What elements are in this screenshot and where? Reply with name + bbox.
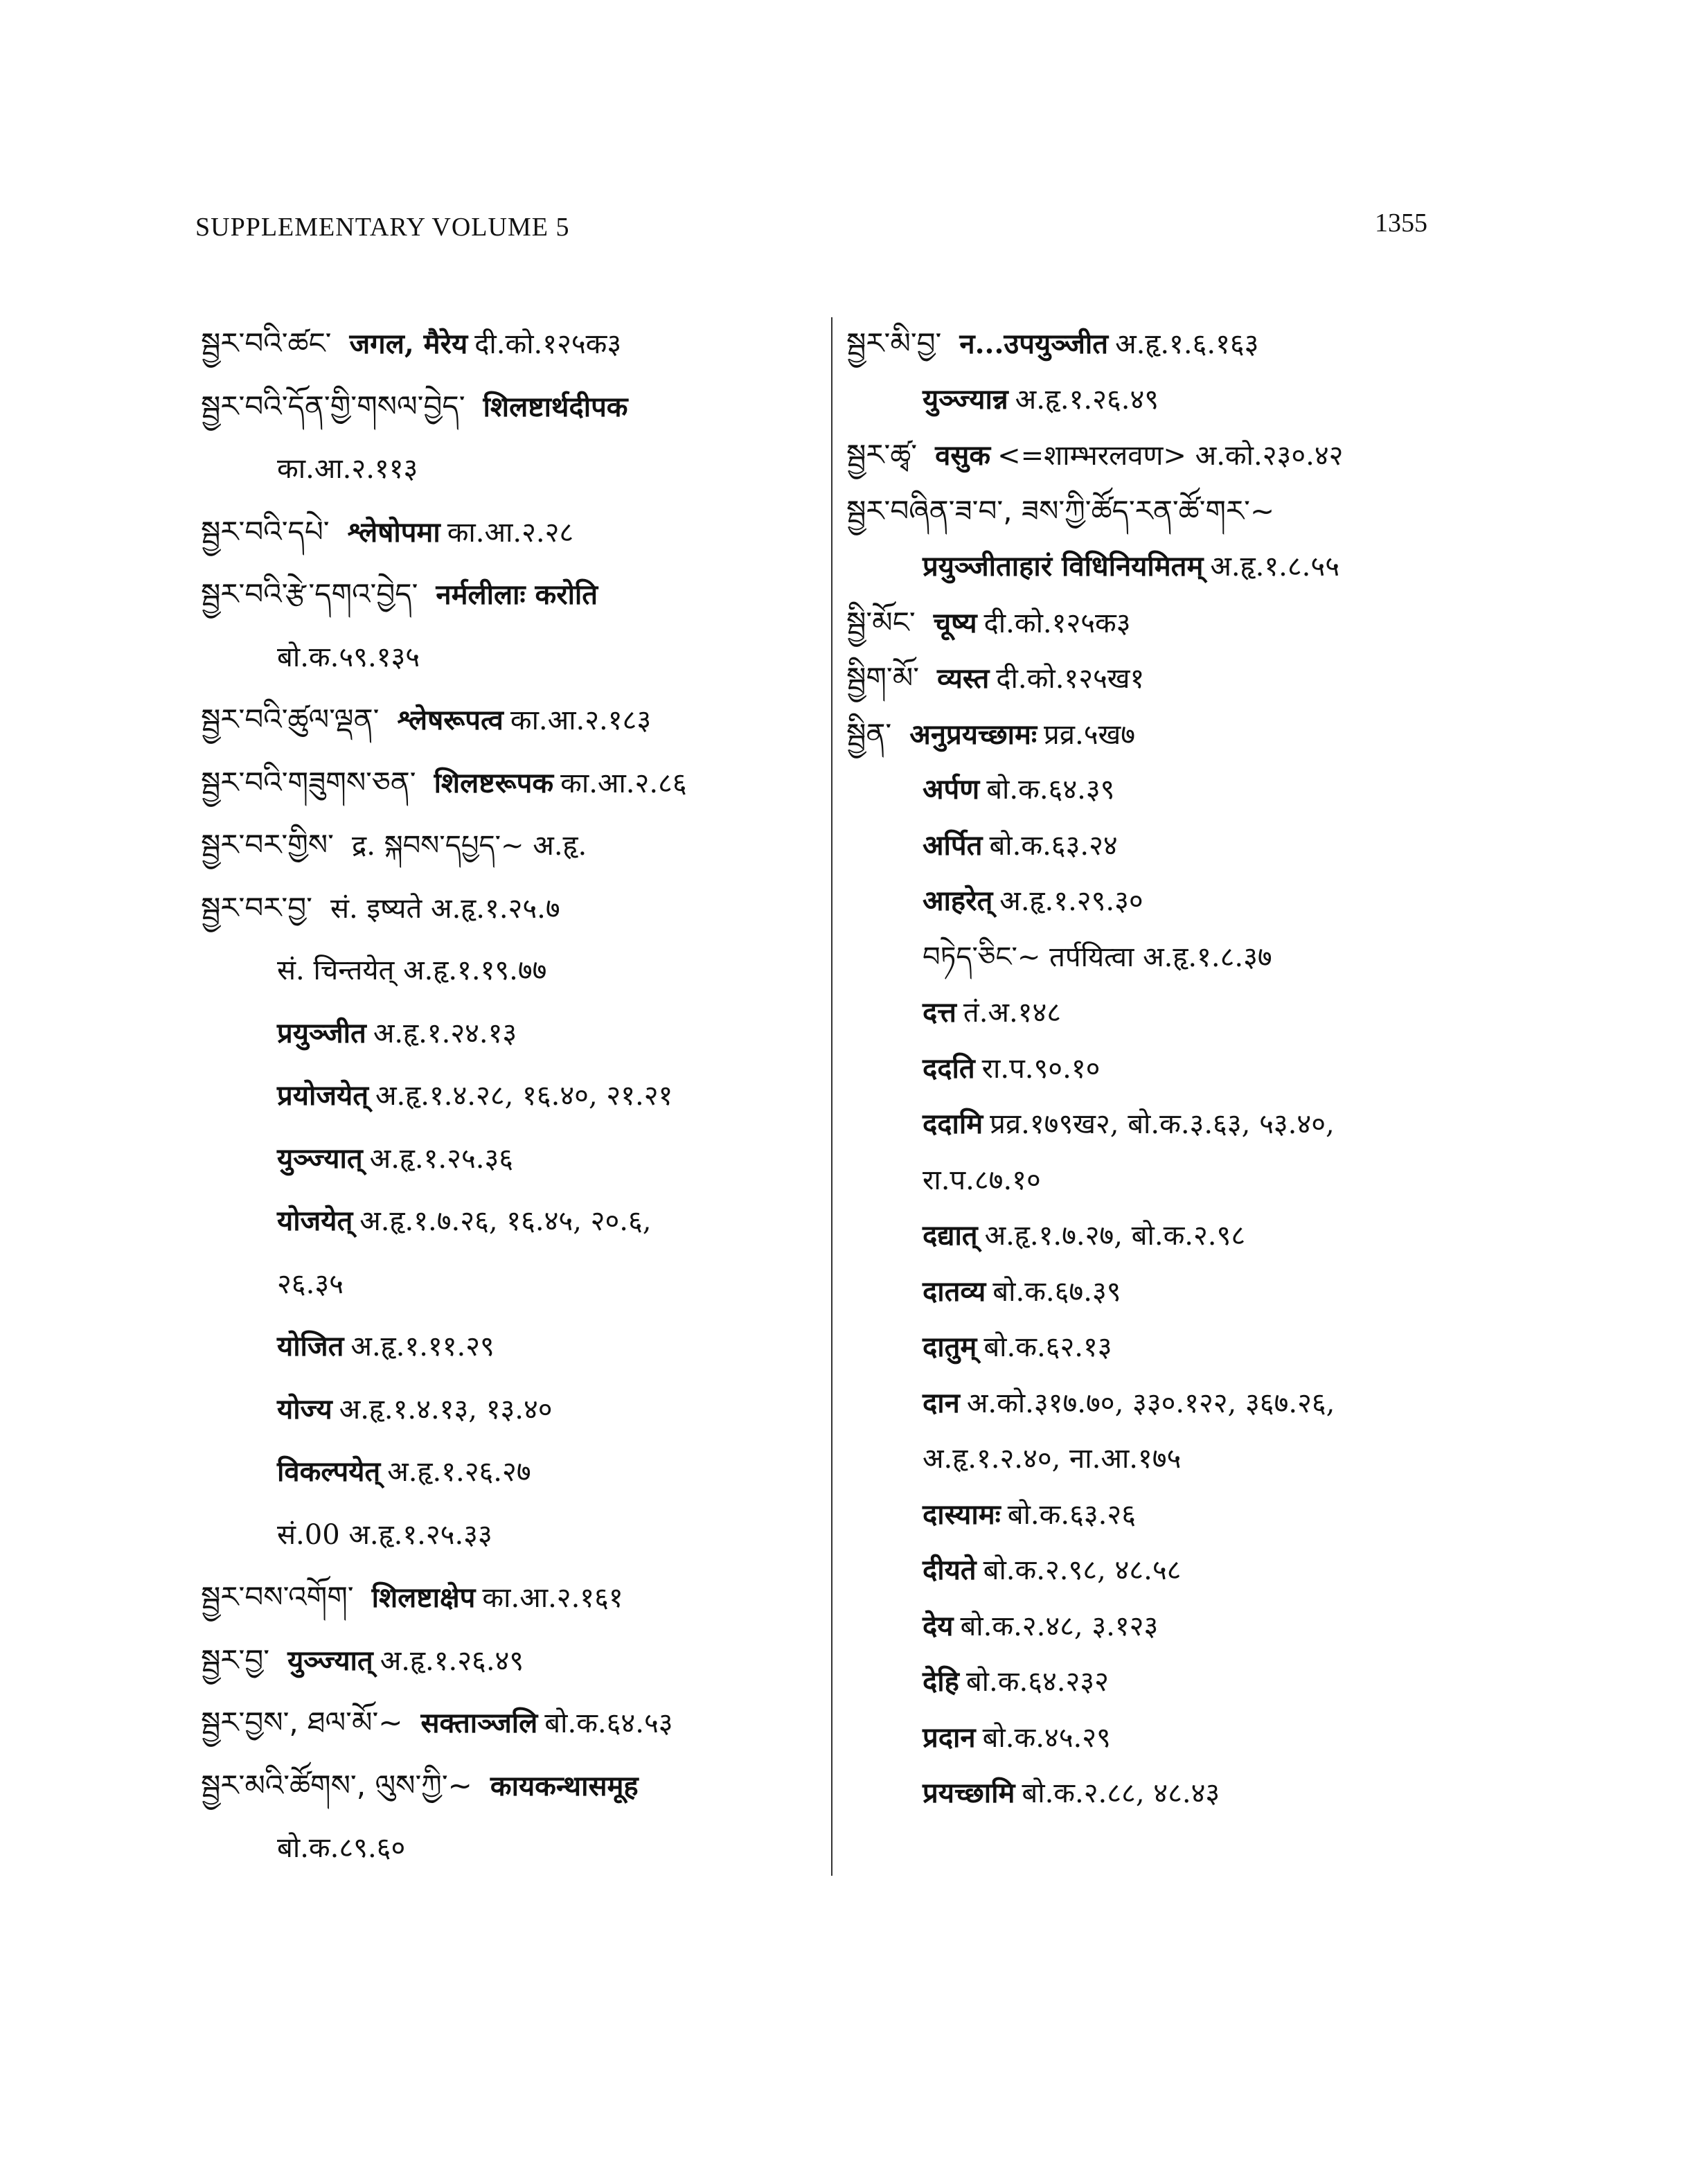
column-divider — [831, 317, 832, 1876]
reference: दी.को.१२५ख१ — [996, 663, 1145, 695]
tibetan-term: སྦྱར་བའི་དོན་གྱི་གསལ་བྱེད་ — [201, 389, 465, 423]
tibetan-term: སྦྱར་བཞིན་ཟ་བ་, ཟས་ཀྱི་ཚོད་རན་ཚོ་གར་~ — [846, 493, 1275, 528]
sanskrit-headword: वसुक — [935, 439, 991, 472]
dictionary-entry — [846, 326, 1258, 362]
reference: अ.हृ.१.४.१३, १३.४० — [339, 1393, 553, 1426]
dictionary-entry — [201, 765, 687, 801]
dictionary-entry — [923, 1106, 1335, 1142]
sanskrit-headword: योज्य — [277, 1392, 332, 1426]
reference: अ.हृ.१.४.२८, १६.४०, २१.२१ — [375, 1080, 673, 1112]
sanskrit-headword: दत्त — [923, 996, 956, 1029]
tibetan-term: སྦྱར་བས་འགོག་ — [201, 1580, 354, 1614]
tibetan-term: སྦྱིན་ — [846, 716, 892, 751]
tibetan-term: སྦྱི་མོང་ — [846, 605, 916, 639]
reference: द्र. སྐབས་དཔྱད་~ अ.हृ. — [351, 830, 587, 862]
sanskrit-headword: अनुप्रयच्छामः — [909, 718, 1037, 751]
tibetan-term: སྦྱར་མི་བྱ་ — [846, 326, 942, 360]
reference: अ.हृ.१.२६.४९ — [1015, 383, 1159, 416]
dictionary-entry — [923, 939, 1272, 975]
reference: अ.हृ.१.२६.२७ — [387, 1456, 531, 1488]
dictionary-entry — [277, 1830, 405, 1866]
dictionary-entry — [923, 1720, 1111, 1756]
tibetan-term: སྦྱར་བྱ་ — [201, 1642, 270, 1677]
dictionary-entry — [277, 1141, 513, 1177]
tibetan-term: སྦྱར་བར་གྱིས་ — [201, 828, 334, 862]
sanskrit-headword: नर्मलीलाः करोति — [436, 578, 598, 611]
sanskrit-headword: अर्पित — [923, 828, 983, 862]
reference: का.आ.२.२८ — [447, 516, 574, 549]
dictionary-entry — [277, 1266, 344, 1302]
sanskrit-headword: दीयते — [923, 1554, 977, 1586]
dictionary-entry — [201, 326, 621, 362]
reference: रा.प.९०.१० — [981, 1052, 1101, 1085]
reference: सं. इष्यते अ.हृ.१.२५.७ — [330, 892, 560, 925]
dictionary-entry — [923, 1664, 1109, 1700]
reference: बो.क.२.४८, ३.१२३ — [960, 1610, 1159, 1642]
reference: अ.हृ.१.२.४०, ना.आ.१७५ — [923, 1443, 1182, 1475]
reference: अ.हृ.१.२४.१३ — [373, 1017, 517, 1049]
sanskrit-headword: दातुम् — [923, 1331, 977, 1363]
reference: बो.क.६४.३९ — [986, 774, 1115, 806]
reference: བཏེད་ཅིང་~ तर्पयित्वा अ.हृ.१.८.३७ — [923, 941, 1272, 973]
sanskrit-headword: श्लेषोपमा — [347, 515, 440, 549]
reference: अ.हृ.१.२६.४९ — [380, 1644, 524, 1677]
dictionary-entry — [201, 576, 605, 613]
dictionary-entry — [923, 995, 1061, 1031]
sanskrit-headword: शिलष्टाक्षेप — [371, 1581, 476, 1614]
dictionary-entry — [201, 1768, 645, 1804]
tibetan-term: སྦྱིག་མོ་ — [846, 661, 920, 695]
sanskrit-headword: दास्यामः — [923, 1498, 1001, 1531]
reference: अ.हृ.१.२९.३० — [999, 885, 1143, 917]
sanskrit-headword: प्रयुञ्जीत — [277, 1016, 366, 1049]
dictionary-entry — [277, 1454, 531, 1490]
dictionary-entry — [923, 1051, 1100, 1087]
sanskrit-headword: अर्पण — [923, 773, 980, 806]
sanskrit-headword: दातव्य — [923, 1275, 986, 1308]
sanskrit-headword: जगल, मैरेय — [349, 328, 468, 360]
reference: बो.क.५९.१३५ — [277, 641, 420, 673]
sanskrit-headword: आहरेत् — [923, 885, 993, 917]
reference: अ.हृ.१.७.२६, १६.४५, २०.६, — [359, 1205, 652, 1237]
dictionary-entry — [201, 827, 587, 864]
dictionary-entry — [277, 1203, 651, 1239]
dictionary-entry — [923, 549, 1339, 585]
dictionary-entry — [923, 883, 1143, 919]
dictionary-entry — [846, 493, 1292, 530]
dictionary-entry — [277, 1517, 492, 1553]
dictionary-entry — [846, 660, 1144, 697]
sanskrit-headword: कायकन्थासमूह — [490, 1769, 639, 1802]
tibetan-term: སྦྱར་བྱས་, ཐལ་མོ་~ — [201, 1705, 403, 1739]
tibetan-term: སྦྱར་བར་བྱ་ — [201, 890, 312, 925]
sanskrit-headword: शिलष्टार्थदीपक — [483, 390, 628, 423]
dictionary-entry — [923, 1608, 1158, 1644]
reference: बो.क.६२.१३ — [983, 1331, 1112, 1363]
sanskrit-headword: देहि — [923, 1665, 959, 1698]
sanskrit-headword: युञ्ज्यात् — [287, 1644, 373, 1677]
reference: बो.क.२.८८, ४८.४३ — [1022, 1777, 1220, 1809]
dictionary-entry — [923, 1552, 1181, 1588]
reference: अ.हृ.१.६.१६३ — [1115, 328, 1259, 360]
reference: प्रव्र.१७९ख२, बो.क.३.६३, ५३.४०, — [990, 1108, 1335, 1140]
dictionary-entry — [923, 1775, 1220, 1811]
dictionary-entry — [277, 1392, 553, 1428]
sanskrit-headword: प्रयुञ्जीताहारं विधिनियमितम् — [923, 550, 1204, 583]
sanskrit-headword: योजयेत् — [277, 1205, 353, 1237]
sanskrit-headword: शिलष्टरूपक — [434, 766, 554, 799]
reference: बो.क.६३.२४ — [989, 829, 1118, 862]
dictionary-entry — [923, 1497, 1136, 1533]
sanskrit-headword: युञ्ज्यान्न — [923, 382, 1008, 416]
sanskrit-headword: युञ्ज्यात् — [277, 1142, 363, 1175]
reference: बो.क.४५.२९ — [982, 1721, 1111, 1754]
dictionary-entry — [277, 1015, 517, 1051]
page-number: 1355 — [1375, 208, 1427, 238]
sanskrit-headword: प्रदान — [923, 1721, 976, 1754]
dictionary-entry — [201, 514, 573, 551]
dictionary-entry — [201, 1705, 673, 1741]
reference: सं.00 अ.हृ.१.२५.३३ — [277, 1518, 492, 1551]
reference: का.आ.२.१८३ — [510, 704, 652, 736]
dictionary-entry — [277, 451, 418, 487]
reference: सं. चिन्तयेत् अ.हृ.१.१९.७७ — [277, 955, 547, 986]
sanskrit-headword: ददामि — [923, 1108, 983, 1140]
reference: बो.क.८९.६० — [277, 1832, 406, 1864]
tibetan-term: སྦྱར་མའི་ཚོགས་, ལུས་ཀྱི་~ — [201, 1768, 472, 1802]
dictionary-entry — [923, 1274, 1121, 1310]
tibetan-term: སྦྱར་བའི་ཚུལ་ལྡན་ — [201, 702, 380, 736]
sanskrit-headword: न...उपयुञ्जीत — [959, 328, 1109, 360]
tibetan-term: སྦྱར་བའི་ཚང་ — [201, 326, 332, 360]
dictionary-entry — [923, 1218, 1245, 1254]
sanskrit-headword: दान — [923, 1386, 960, 1419]
dictionary-entry — [277, 1329, 495, 1365]
sanskrit-headword: विकल्पयेत् — [277, 1455, 381, 1488]
reference: प्रव्र.५ख७ — [1044, 718, 1136, 751]
dictionary-entry — [846, 437, 1343, 474]
reference: का.आ.२.१६१ — [482, 1582, 623, 1614]
reference: बो.क.६४.५३ — [544, 1707, 673, 1739]
dictionary-entry — [923, 828, 1118, 864]
reference: दी.को.१२५क३ — [474, 328, 622, 360]
sanskrit-headword: प्रयोजयेत् — [277, 1079, 368, 1112]
sanskrit-headword: दद्यात् — [923, 1219, 978, 1252]
tibetan-term: སྦྱར་བའི་གཟུགས་ཅན་ — [201, 765, 416, 799]
reference: रा.प.८७.१० — [923, 1164, 1041, 1196]
reference: अ.हृ.१.२५.३६ — [369, 1142, 514, 1175]
sanskrit-headword: चूष्य — [933, 606, 977, 639]
dictionary-entry — [201, 1579, 623, 1616]
sanskrit-headword: योजित — [277, 1330, 344, 1362]
dictionary-entry — [201, 890, 560, 927]
dictionary-entry — [923, 1441, 1181, 1477]
reference: दी.को.१२५क३ — [983, 607, 1131, 639]
reference: अ.हृ.१.८.५५ — [1210, 551, 1339, 583]
dictionary-entry — [923, 772, 1114, 808]
reference: बो.क.२.९८, ४८.५८ — [983, 1554, 1182, 1586]
dictionary-entry — [923, 1329, 1112, 1365]
reference: का.आ.२.८६ — [560, 767, 687, 799]
reference: अ.हृ.१.११.२९ — [350, 1331, 495, 1362]
running-header: SUPPLEMENTARY VOLUME 5 — [195, 213, 570, 242]
reference: बो.क.६४.२३२ — [965, 1666, 1109, 1698]
dictionary-entry — [277, 1078, 673, 1114]
dictionary-entry — [923, 382, 1159, 418]
reference: का.आ.२.११३ — [277, 453, 418, 485]
tibetan-term: སྦྱར་བའི་དཔེ་ — [201, 514, 330, 549]
reference: तं.अ.१४८ — [963, 997, 1062, 1029]
dictionary-entry — [923, 1385, 1335, 1421]
reference: २६.३५ — [277, 1268, 344, 1300]
dictionary-entry — [846, 716, 1135, 753]
tibetan-term: སྦྱར་ཚྭ་ — [846, 438, 918, 472]
sanskrit-headword: सक्ताञ्जलि — [420, 1707, 538, 1739]
sanskrit-headword: प्रयच्छामि — [923, 1777, 1015, 1809]
sanskrit-headword: देय — [923, 1609, 954, 1642]
dictionary-entry — [201, 702, 651, 738]
dictionary-entry — [201, 389, 635, 425]
dictionary-entry — [277, 952, 546, 988]
reference: अ.को.३१७.७०, ३३०.१२२, ३६७.२६, — [966, 1387, 1335, 1419]
dictionary-entry — [277, 639, 420, 675]
reference: बो.क.६३.२६ — [1007, 1498, 1136, 1531]
dictionary-entry — [201, 1642, 524, 1679]
reference: अ.हृ.१.७.२७, बो.क.२.९८ — [984, 1220, 1246, 1252]
tibetan-term: སྦྱར་བའི་རྩེ་དགའ་བྱེད་ — [201, 577, 418, 611]
sanskrit-headword: श्लेषरूपत्व — [397, 704, 504, 736]
sanskrit-headword: ददति — [923, 1051, 975, 1085]
reference: बो.क.६७.३९ — [992, 1275, 1121, 1308]
dictionary-entry — [846, 605, 1131, 641]
reference: <=शाम्भरलवण> अ.को.२३०.४२ — [997, 440, 1344, 472]
sanskrit-headword: व्यस्त — [937, 662, 990, 695]
dictionary-entry — [923, 1162, 1041, 1198]
